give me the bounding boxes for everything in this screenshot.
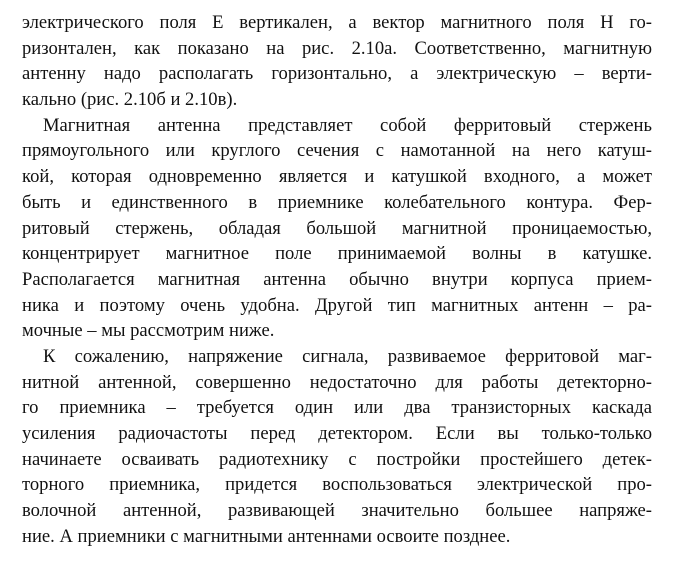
text-line: ние. А приемники с магнитными антеннами освоите позднее. — [22, 525, 511, 547]
document-page — [22, 10, 652, 549]
text-line: ритовый стержень, обладая большой магнитной проницаемостью, — [22, 217, 652, 239]
text-line: усиления радиочастоты перед детектором. Если вы только-только — [22, 423, 652, 444]
text-line: быть и единственного в приемнике колебательного контура. Фер- — [22, 191, 652, 213]
text-line: ризонтален, как показано на рис. 2.10а. Соответственно, магнитную — [22, 37, 652, 59]
text-line: ника и поэтому очень удобна. Другой тип магнитных антенн – ра- — [22, 294, 652, 316]
text-line: начинаете осваивать радиотехнику с постройки простейшего детек- — [22, 448, 652, 470]
text-line: концентрирует магнитное поле принимаемой волны в катушке. — [22, 243, 652, 265]
paragraph-magnetic-antenna — [22, 113, 652, 344]
text-line: мочные – мы рассмотрим ниже. — [22, 320, 275, 342]
text-line: кой, которая одновременно является и катушкой входного, а может — [22, 166, 652, 188]
text-line: прямоугольного или круглого сечения с намотанной на него катуш- — [22, 140, 652, 162]
text-line: К сожалению, напряжение сигнала, развиваемое ферритовой маг- — [43, 345, 652, 367]
paragraph-signal-voltage — [22, 344, 652, 550]
text-line: го приемника – требуется один или два транзисторных каскада — [22, 397, 652, 419]
text-line: торного приемника, придется воспользоваться электрической про- — [22, 474, 652, 496]
text-line: кально (рис. 2.10б и 2.10в). — [22, 89, 238, 111]
text-line: Располагается магнитная антенна обычно внутри корпуса прием- — [22, 268, 652, 290]
paragraph-field-orientation — [22, 10, 652, 113]
text-line: электрического поля E вертикален, а вектор магнитного поля H го- — [22, 12, 652, 33]
text-line: волочной антенной, развивающей значительно большее напряже- — [22, 500, 652, 522]
text-line: нитной антенной, совершенно недостаточно для работы детекторно- — [22, 371, 652, 393]
text-line: антенну надо располагать горизонтально, а электрическую – верти- — [22, 63, 652, 85]
text-line: Магнитная антенна представляет собой ферритовый стержень — [43, 114, 652, 136]
